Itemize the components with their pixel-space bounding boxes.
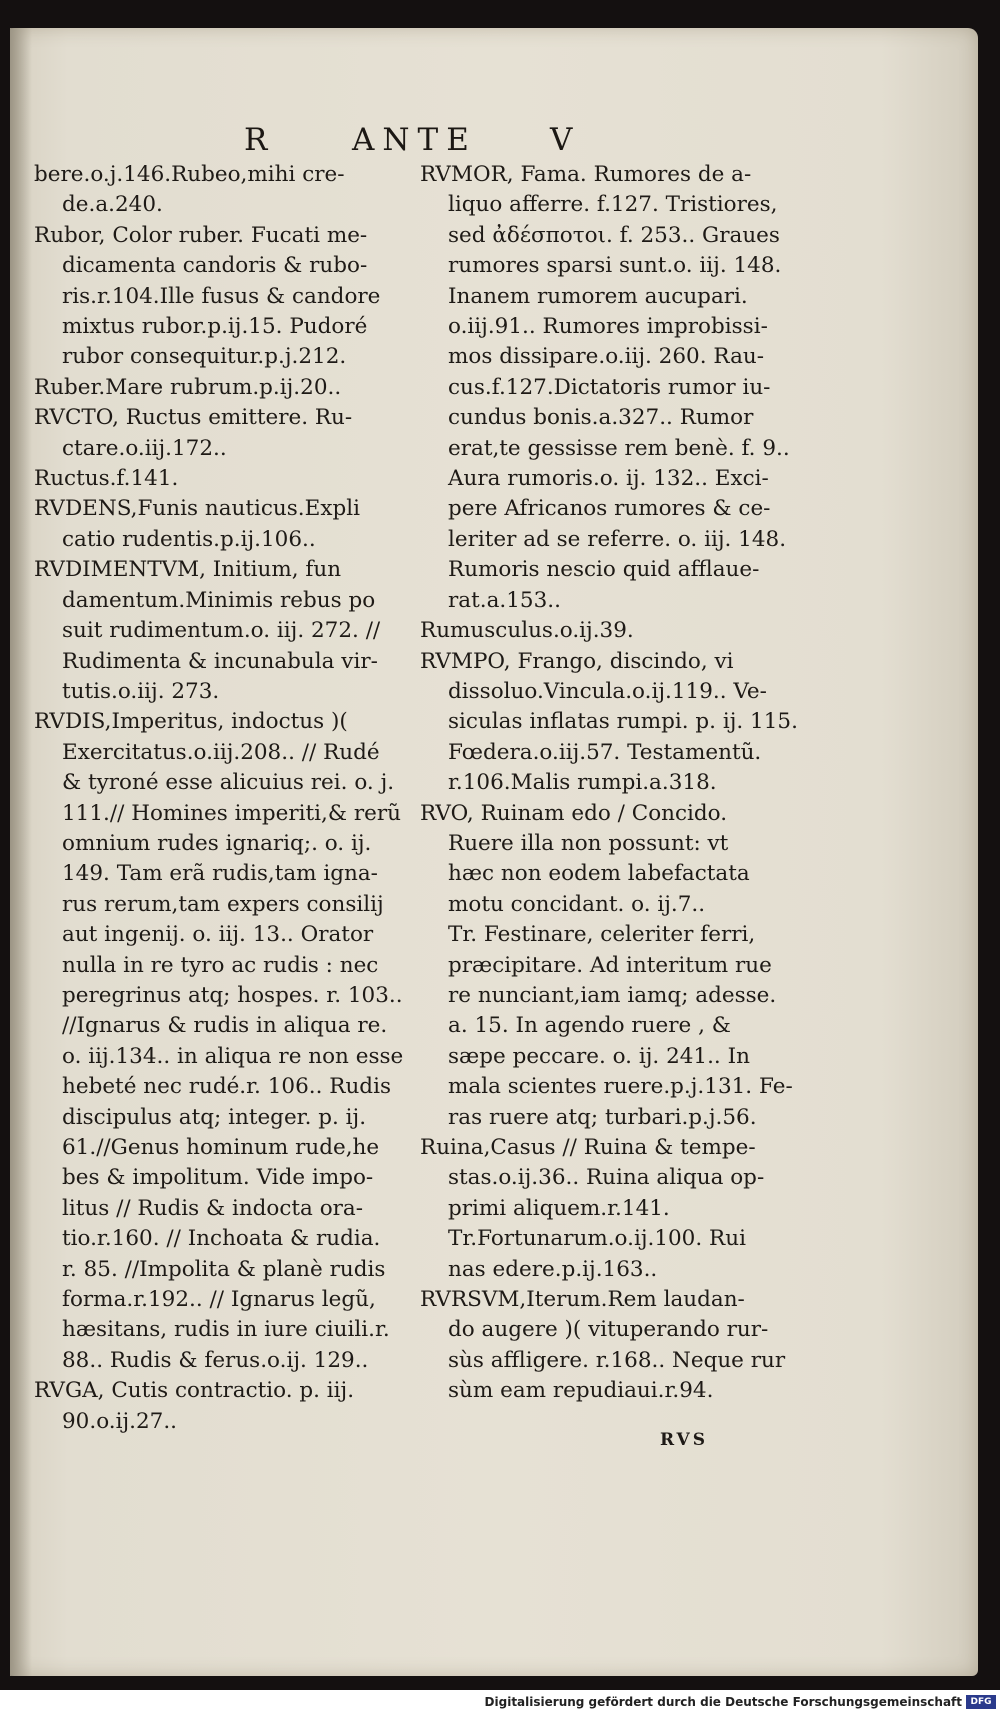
text-line: sùs affligere. r.168.. Neque rur [448,1347,786,1373]
text-line: nulla in re tyro ac rudis : nec [62,952,379,978]
text-line: mos dissipare.o.iij. 260. Rau- [448,344,765,370]
text-line: cus.f.127.Dictatoris rumor iu- [448,374,771,400]
text-line: RVO, Ruinam edo / Concido. [420,800,728,826]
text-line: tutis.o.iij. 273. [62,678,220,704]
text-line: litus // Rudis & indocta ora- [62,1195,364,1221]
text-line: 111.// Homines imperiti,& rerũ [62,800,401,826]
text-line: Rumoris nescio quid afflaue- [448,557,760,583]
text-line: hebeté nec rudé.r. 106.. Rudis [62,1074,391,1100]
text-line: suit rudimentum.o. iij. 272. // [62,618,381,644]
text-line: motu concidant. o. ij.7.. [448,891,706,917]
text-line: nas edere.p.ij.163.. [448,1256,658,1282]
text-line: sæpe peccare. o. ij. 241.. In [448,1043,750,1069]
text-line: liquo afferre. f.127. Tristiores, [448,192,778,218]
text-line: Tr.Fortunarum.o.ij.100. Rui [448,1226,746,1252]
text-line: mala scientes ruere.p.j.131. Fe- [448,1074,793,1100]
text-line: ras ruere atq; turbari.p.j.56. [448,1104,757,1130]
text-line: pere Africanos rumores & ce- [448,496,771,522]
text-line: r. 85. //Impolita & planè rudis [62,1256,386,1282]
text-line: forma.r.192.. // Ignarus legũ, [62,1287,376,1313]
text-line: sùm eam repudiaui.r.94. [448,1378,714,1404]
text-line: præcipitare. Ad interitum rue [448,952,772,978]
funding-notice: Digitalisierung gefördert durch die Deutsche Forschungsgemeinschaft [484,1695,962,1709]
text-line: cundus bonis.a.327.. Rumor [448,405,754,431]
text-line: catio rudentis.p.ij.106.. [62,526,316,552]
text-line: RVGA, Cutis contractio. p. iij. [34,1378,355,1404]
text-line: damentum.Minimis rebus po [62,587,376,613]
text-line: Rumusculus.o.ij.39. [420,618,634,644]
text-line: rumores sparsi sunt.o. iij. 148. [448,253,782,279]
text-line: de.a.240. [62,192,163,218]
text-line: RVDENS,Funis nauticus.Expli [34,496,360,522]
text-line: re nunciant,iam iamq; adesse. [448,982,777,1008]
text-line: erat,te gessisse rem benè. f. 9.. [448,435,790,461]
text-line: RVDIS,Imperitus, indoctus )( [34,709,348,735]
header-center-word: ANTE [352,122,477,158]
text-line: ctare.o.iij.172.. [62,435,227,461]
text-line: rubor consequitur.p.j.212. [62,344,347,370]
text-line: Ruere illa non possunt: vt [448,830,729,856]
text-line: r.106.Malis rumpi.a.318. [448,770,717,796]
text-line: sed ἀδέσποτοι. f. 253.. Graues [448,222,780,248]
text-line: dicamenta candoris & rubo- [62,253,368,279]
right-column [420,160,802,1407]
text-line: & tyroné esse alicuius rei. o. j. [62,770,395,796]
text-line: RVCTO, Ructus emittere. Ru- [34,405,353,431]
text-line: o. iij.134.. in aliqua re non esse [62,1043,404,1069]
text-line: discipulus atq; integer. p. ij. [62,1104,367,1130]
text-line: bes & impolitum. Vide impo- [62,1165,374,1191]
text-line: hæsitans, rudis in iure ciuili.r. [62,1317,390,1343]
text-line: Aura rumoris.o. ij. 132.. Exci- [448,466,769,492]
text-line: Ruina,Casus // Ruina & tempe- [420,1135,756,1160]
text-line: o.iij.91.. Rumores improbissi- [448,314,768,340]
footer-bar [0,1690,1000,1716]
header-left-letter: R [244,122,268,158]
text-line: do augere )( vituperando rur- [448,1317,769,1343]
text-line: Tr. Festinare, celeriter ferri, [448,922,756,948]
text-line: bere.o.j.146.Rubeo,mihi cre- [34,162,345,187]
text-line: 61.//Genus hominum rude,he [62,1135,380,1160]
text-line: peregrinus atq; hospes. r. 103.. [62,982,403,1008]
text-line: leriter ad se referre. o. iij. 148. [448,526,787,552]
text-line: primi aliquem.r.141. [448,1195,670,1221]
text-line: Rudimenta & incunabula vir- [62,648,378,674]
text-line: mixtus rubor.p.ij.15. Pudoré [62,314,368,340]
text-line: RVMPO, Frango, discindo, vi [420,648,734,674]
text-line: Inanem rumorem aucupari. [448,283,748,309]
running-header [0,122,1000,162]
text-line: Fœdera.o.iij.57. Testamentũ. [448,739,762,765]
text-line: //Ignarus & rudis in aliqua re. [62,1013,388,1039]
text-line: RVDIMENTVM, Initium, fun [34,557,342,583]
text-line: 88.. Rudis & ferus.o.ij. 129.. [62,1347,369,1373]
page-gutter-shadow [10,28,32,1676]
text-line: 90.o.ij.27.. [62,1408,177,1434]
text-line: Ructus.f.141. [34,466,179,492]
catchword: RVS [660,1430,708,1450]
text-line: aut ingenij. o. iij. 13.. Orator [62,922,374,948]
header-right-letter: V [550,122,573,158]
text-line: tio.r.160. // Inchoata & rudia. [62,1226,381,1252]
text-line: stas.o.ij.36.. Ruina aliqua op- [448,1165,765,1191]
text-line: RVMOR, Fama. Rumores de a- [420,162,752,187]
text-line: omnium rudes ignariq;. o. ij. [62,830,372,856]
text-line: dissoluo.Vincula.o.ij.119.. Ve- [448,678,767,704]
text-line: siculas inflatas rumpi. p. ij. 115. [448,709,798,735]
text-line: rat.a.153.. [448,587,561,613]
text-line: rus rerum,tam expers consilij [62,891,384,917]
text-line: hæc non eodem labefactata [448,861,750,887]
text-line: a. 15. In agendo ruere , & [448,1013,731,1039]
text-line: RVRSVM,Iterum.Rem laudan- [420,1287,745,1313]
text-line: Rubor, Color ruber. Fucati me- [34,222,368,248]
text-line: ris.r.104.Ille fusus & candore [62,283,381,309]
text-line: 149. Tam erã rudis,tam igna- [62,861,378,887]
text-line: Exercitatus.o.iij.208.. // Rudé [62,739,380,765]
text-line: Ruber.Mare rubrum.p.ij.20.. [34,374,342,400]
dfg-logo: DFG [966,1695,996,1709]
left-column [34,160,418,1437]
